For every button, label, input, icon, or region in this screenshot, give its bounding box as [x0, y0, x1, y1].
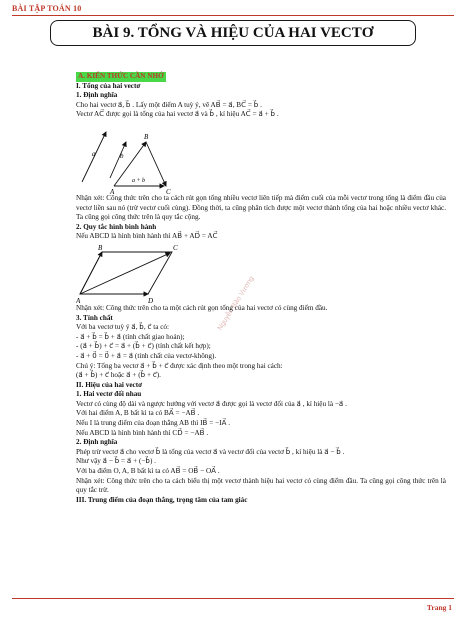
s3-heading: III. Trung điểm của đoạn thẳng, trọng tâm của tam giác: [76, 495, 248, 504]
book-header: BÀI TẬP TOÁN 10: [12, 4, 82, 13]
s2-line7: Với ba điểm O, A, B bất kì ta có AB⃗ = OB⃗ − OA⃗ .: [76, 467, 220, 476]
vector-BC: [146, 142, 166, 186]
s1-prop3: - a⃗ + 0⃗ = 0⃗ + a⃗ = a⃗ (tính chất của vectơ-không).: [76, 351, 217, 360]
s2-line3: Nếu I là trung điểm của đoạn thẳng AB thì IB⃗ = −IA⃗ .: [76, 419, 231, 428]
figure-parallelogram-svg: [76, 242, 186, 304]
figure-vector-sum-svg: [76, 120, 196, 194]
s1-note3b: (a⃗ + b⃗) + c⃗ hoặc a⃗ + (b⃗ + c⃗).: [76, 371, 161, 380]
s1-note2: Nhận xét: Công thức trên cho ta một cách rút gọn tổng của hai vectơ có cùng điểm đầu.: [76, 303, 328, 312]
label-A-para: A: [76, 296, 81, 304]
s1-sub2: 2. Quy tắc hình bình hành: [76, 222, 157, 231]
section-a-heading: A. KIẾN THỨC CẦN NHỚ: [78, 72, 164, 80]
s1-note3a: Chú ý: Tổng ba vectơ a⃗ + b⃗ + c⃗ được xác định theo một trong hai cách:: [76, 361, 283, 370]
label-A: A: [110, 187, 115, 194]
s2-heading: II. Hiệu của hai vectơ: [76, 380, 143, 389]
label-C-para: C: [173, 243, 178, 252]
label-a: a: [92, 149, 96, 158]
figure-parallelogram: [76, 242, 446, 304]
label-B: B: [144, 132, 149, 141]
header-rule: [12, 15, 454, 16]
s2-sub2: 2. Định nghĩa: [76, 438, 118, 447]
s2-line2: Với hai điểm A, B bất kì ta có BA⃗ = −AB⃗ .: [76, 409, 200, 418]
label-C: C: [166, 187, 171, 194]
s2-sub1: 1. Hai vectơ đối nhau: [76, 390, 142, 399]
vector-AB-para: [80, 252, 102, 294]
s1-line3: Nếu ABCD là hình bình hành thì AB⃗ + AD⃗ = AC⃗: [76, 232, 218, 241]
s1-sub3: 3. Tính chất: [76, 313, 113, 322]
s2-note1: Nhận xét: Công thức trên cho ta cách biểu thị một vectơ thành hiệu hai vectơ có cùng điểm đầu. Ta cũng gọi công thức trên là quy tắc trừ.: [76, 476, 446, 495]
label-b: b: [120, 151, 124, 160]
s2-line5: Phép trừ vectơ a⃗ cho vectơ b⃗ là tổng của vectơ a⃗ và vectơ đối của vectơ b⃗ , kí hiệu là a⃗ − b⃗ .: [76, 447, 345, 456]
label-D-para: D: [148, 296, 154, 304]
figure-vector-sum: [76, 120, 446, 194]
watermark: Nguyễn Bảo Vương: [216, 275, 256, 332]
s1-line1: Cho hai vectơ a⃗, b⃗ . Lấy một điểm A tuỳ ý, vẽ AB⃗ = a⃗, BC⃗ = b⃗ .: [76, 100, 262, 109]
lesson-title: BÀI 9. TỔNG VÀ HIỆU CỦA HAI VECTƠ: [92, 24, 374, 41]
content: [76, 72, 446, 505]
footer-rule: [12, 598, 454, 599]
page-number: Trang 1: [426, 603, 452, 612]
title-box: [50, 20, 416, 46]
s1-prop2: - (a⃗ + b⃗) + c⃗ = a⃗ + (b⃗ + c⃗) (tính chất kết hợp);: [76, 342, 211, 351]
label-sum: a + b: [132, 177, 146, 184]
vector-AC-para: [80, 253, 170, 294]
s1-heading: I. Tổng của hai vectơ: [76, 81, 141, 90]
s1-line2: Vectơ AC⃗ được gọi là tổng của hai vectơ a⃗ và b⃗ , kí hiệu AC⃗ = a⃗ + b⃗ .: [76, 110, 279, 119]
s1-sub1: 1. Định nghĩa: [76, 91, 118, 100]
s1-line4: Với ba vectơ tuỳ ý a⃗, b⃗, c⃗ ta có:: [76, 323, 169, 332]
s2-line6: Như vậy a⃗ − b⃗ = a⃗ + (−b⃗) .: [76, 457, 156, 466]
s1-note1: Nhận xét: Công thức trên cho ta cách rút gọn tổng nhiều vectơ liên tiếp mà điểm cuối của mỗi vectơ trong tổng là điểm đầu của vectơ liền sau nó (trừ vectơ cuối cùng). Đồng thời, ta cũng phân tích được một vectơ thành tổng của hai hoặc nhiều vectơ khác. Ta cũng gọi công thức trên là quy tắc cộng.: [76, 193, 446, 222]
s1-prop1: - a⃗ + b⃗ = b⃗ + a⃗ (tính chất giao hoán);: [76, 332, 185, 341]
s2-line1: Vectơ có cùng độ dài và ngược hướng với vectơ a⃗ được gọi là vectơ đối của a⃗ , kí hiệu là −a⃗ .: [76, 399, 347, 408]
label-B-para: B: [98, 243, 103, 252]
s2-line4: Nếu ABCD là hình bình hành thì CD⃗ = −AB⃗ .: [76, 428, 209, 437]
